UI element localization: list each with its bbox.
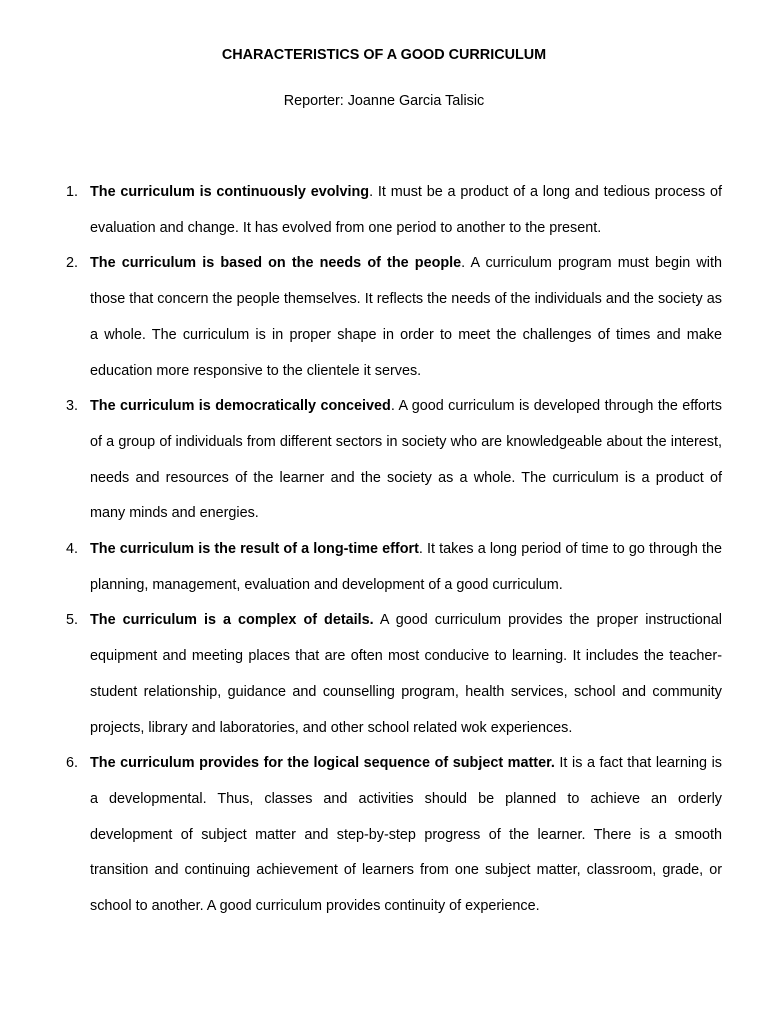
list-item-heading: The curriculum is continuously evolving xyxy=(90,184,370,200)
list-item-heading: The curriculum provides for the logical sequence of subject matter. xyxy=(90,755,555,772)
list-item xyxy=(0,603,722,746)
list-item-body: A good curriculum provides the proper instructional equipment and meeting places that are often most conducive to learning. It includes the teacher-student relationship, guidance and counselling program, health services, school and community projects, library and laboratories, and other school related wok experiences. xyxy=(90,612,722,736)
list-item-number: 4. xyxy=(66,541,79,558)
list-item-number: 6. xyxy=(66,755,79,772)
list-item-number: 2. xyxy=(66,255,79,272)
list-item xyxy=(0,175,722,246)
list-item-heading: The curriculum is democratically conceived xyxy=(90,398,391,415)
list-item xyxy=(0,746,722,925)
list-item-body: . A curriculum program must begin with those that concern the people themselves. It reflects the needs of the individuals and the society as a whole. The curriculum is in proper shape in order to meet the challenges of times and make education more responsive to the clientele it serves. xyxy=(90,255,722,379)
list-item xyxy=(0,389,722,532)
list-item-body: It is a fact that learning is a developmental. Thus, classes and activities should be planned to achieve an orderly development of subject matter and step-by-step progress of the learner. There is a smooth transition and continuing achievement of learners from one subject matter, classroom, grade, or school to another. A good curriculum provides continuity of experience. xyxy=(90,755,722,915)
document-title: CHARACTERISTICS OF A GOOD CURRICULUM xyxy=(221,47,547,63)
list-item-number: 1. xyxy=(66,184,79,200)
list-item-body: . It takes a long period of time to go through the planning, management, evaluation and development of a good curriculum. xyxy=(90,541,723,593)
list-item-body: . A good curriculum is developed through the efforts of a group of individuals from different sectors in society who are knowledgeable about the interest, needs and resources of the learner and the society as a whole. The curriculum is a product of many minds and energies. xyxy=(90,398,722,522)
list-item-body: . It must be a product of a long and tedious process of evaluation and change. It has evolved from one period to another to the present. xyxy=(90,184,722,236)
list-item-heading: The curriculum is a complex of details. xyxy=(90,612,374,629)
list-item-heading: The curriculum is the result of a long-time effort xyxy=(90,541,419,558)
list-item xyxy=(0,532,722,603)
list-item xyxy=(0,246,722,389)
list-item-number: 3. xyxy=(66,398,79,415)
list-item-number: 5. xyxy=(66,612,79,629)
reporter-line: Reporter: Joanne Garcia Talisic xyxy=(283,93,485,109)
list-item-heading: The curriculum is based on the needs of the people xyxy=(90,255,462,272)
characteristics-list xyxy=(0,175,768,925)
